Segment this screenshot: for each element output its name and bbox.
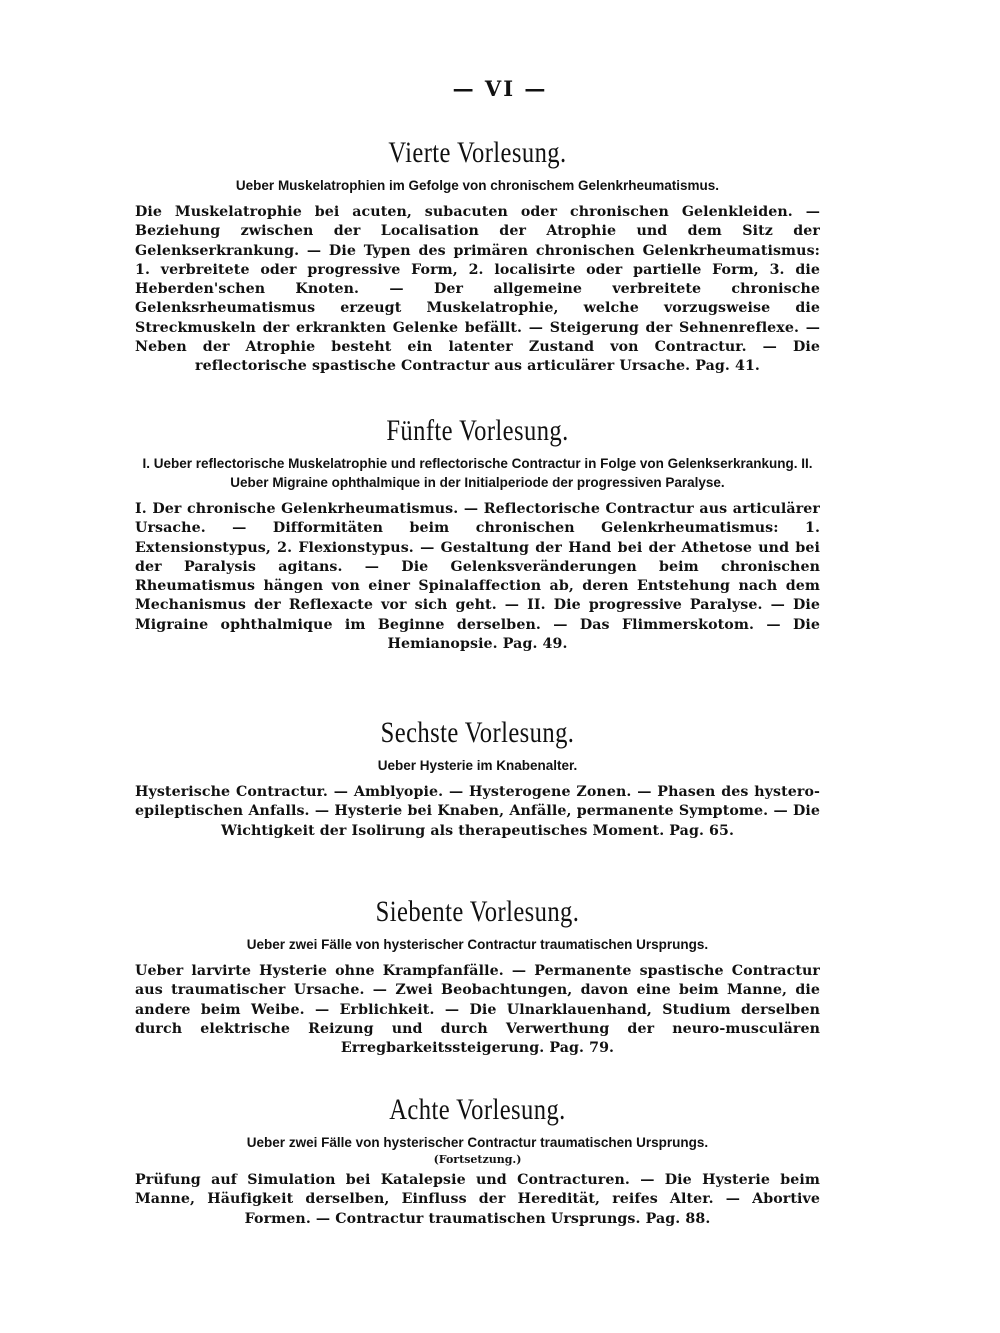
- section-title: Vierte Vorlesung.: [388, 136, 567, 169]
- section-subtitle: Ueber zwei Fälle von hysterischer Contractur traumatischen Ursprungs.: [246, 1135, 709, 1150]
- section-fuenfte-vorlesung: [135, 414, 820, 654]
- section-subtitle: Ueber Muskelatrophien im Gefolge von chronischem Gelenkrheumatismus.: [235, 178, 720, 193]
- section-body: Prüfung auf Simulation bei Katalepsie und Contracturen. — Die Hysterie beim Manne, Häufigkeit derselben, Einfluss der Heredität, reifes Alter. — Abortive Formen. — Contractur traumatischen Ursprungs. Pag. 88.: [135, 1172, 820, 1227]
- section-title: Fünfte Vorlesung.: [386, 414, 569, 447]
- section-body: Die Muskelatrophie bei acuten, subacuten oder chronischen Gelenkleiden. — Beziehung zwischen der Localisation der Atrophie und dem Sitz der Gelenkserkrankung. — Die Typen des primären chronischen Gelenkrheumatismus: 1. verbreitete oder progressive Form, 2. localisirte oder partielle Form, 3. die Heberden'schen Knoten. — Der allgemeine verbreitete chronische Gelenksrheumatismus erzeugt Muskelatrophie, welche vorzugsweise die Streckmuskeln der erkrankten Gelenke befällt. — Steigerung der Sehnenreflexe. — Neben der Atrophie besteht ein latenter Zustand von Contractur. — Die reflectorische spastische Contractur aus articulärer Ursache. Pag. 41.: [135, 204, 820, 375]
- section-sechste-vorlesung: [135, 716, 820, 841]
- section-siebente-vorlesung: [135, 895, 820, 1058]
- section-vierte-vorlesung: [135, 136, 820, 377]
- section-subtitle: Ueber Hysterie im Knabenalter.: [377, 758, 578, 773]
- section-title: Sechste Vorlesung.: [380, 716, 575, 749]
- section-title: Achte Vorlesung.: [389, 1093, 566, 1126]
- section-note: (Fortsetzung.): [433, 1153, 522, 1166]
- section-title: Siebente Vorlesung.: [375, 895, 580, 928]
- section-body: I. Der chronische Gelenkrheumatismus. — Reflectorische Contractur aus articulärer Ursache. — Difformitäten beim chronischen Gelenkrheumatismus: 1. Extensionstypus, 2. Flexionstypus. — Gestaltung der Hand bei der Athetose und bei der Paralysis agitans. — Die Gelenksveränderungen beim chronischen Rheumatismus hängen von einer Spinalaffection ab, deren Entstehung nach dem Mechanismus der Reflexacte vor sich geht. — II. Die progressive Paralyse. — Die Migraine ophthalmique im Beginne derselben. — Das Flimmerskotom. — Die Hemianopsie. Pag. 49.: [135, 501, 820, 653]
- section-body: Ueber larvirte Hysterie ohne Krampfanfälle. — Permanente spastische Contractur aus traumatischer Ursache. — Zwei Beobachtungen, davon eine beim Manne, die andere beim Weibe. — Erblichkeit. — Die Ulnarklauenhand, Studium derselben durch elektrische Reizung und durch Verwerthung der neuro-musculären Erregbarkeitssteigerung. Pag. 79.: [135, 963, 820, 1057]
- section-body: Hysterische Contractur. — Amblyopie. — Hysterogene Zonen. — Phasen des hystero-epileptischen Anfalls. — Hysterie bei Knaben, Anfälle, permanente Symptome. — Die Wichtigkeit der Isolirung als therapeutisches Moment. Pag. 65.: [135, 784, 820, 839]
- section-subtitle: I. Ueber reflectorische Muskelatrophie und reflectorische Contractur in Folge von Gelenkserkrankung. II. Ueber Migraine ophthalmique in der Initialperiode der progressiven Paralyse.: [142, 456, 813, 490]
- section-subtitle: Ueber zwei Fälle von hysterischer Contractur traumatischen Ursprungs.: [246, 937, 709, 952]
- page-number: — VI —: [452, 76, 548, 101]
- section-achte-vorlesung: [135, 1093, 820, 1229]
